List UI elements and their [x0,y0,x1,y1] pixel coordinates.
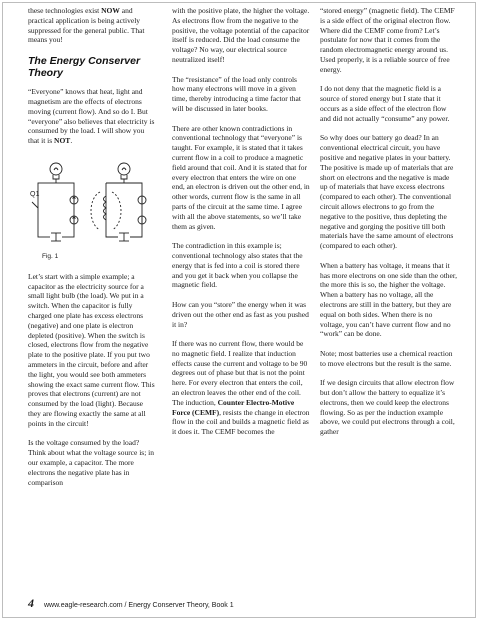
intro-emphasis: NOW [101,6,120,15]
paragraph: How can you “store” the energy when it was driven out the other end as fast as you pushed it in? [172,299,309,329]
page-footer [28,596,448,611]
paragraph: Is the voltage consumed by the load? Think about what the voltage source is; in our example, a capacitor. The more electrons the negative plate has in comparison [28,438,155,487]
switch-label: Q1 [30,190,40,198]
light-bulb-icon [50,163,62,175]
column-2 [172,6,310,447]
intro-text: these technologies exist [28,6,102,15]
paragraph: Let’s start with a simple example; a capacitor as the electricity source for a small light bulb (the load). We put in a switch. When the capacitor is fully charged one plate has excess electrons (negative) and one plate is electron depleted (positive). When the switch is closed, electrons flow from the negative plate to the positive plate. If you put two ammeters in the circuit, before and after the light, you would see both ammeters showing the exact same current flow. This proves that electrons (current) are not consumed by the load (light). Because they are flowing exactly the same at all points in the circuit! [28,271,155,428]
paragraph [28,87,156,146]
paragraph-text-end: . [70,136,73,146]
paragraph-text: If there was no current flow, there would be no magnetic field. I realize that induction effects cause the current and voltage to be 90 degrees out of phase but that is not the point here. For every electron that enters the coil, an electron leaves the other end of the coil. The induction, [172,339,308,407]
intro-text-end: and practical application is being actively suppressed for the general public. That means you! [28,6,145,45]
section-heading: The Energy Conserver Theory [28,55,141,80]
paragraph: “stored energy” (magnetic field). The CEMF is a side effect of the original electron flow. Where did the CEMF come from? Let’s postulate for now that it comes from the random electromagnetic energy around us. Used properly, it is a reliable source of free energy. [320,6,455,74]
paragraph-text: “Everyone” knows that heat, light and magnetism are the effects of electrons moving (current flow). And so do I. But “everyone” also believes that electricity is consumed by the load. I will show you that it is [28,87,155,146]
paragraph [172,339,310,437]
switch-icon [32,202,38,208]
column-3 [320,6,458,447]
paragraph-emphasis: Counter Electro-Motive Force (CEMF) [172,397,295,417]
paragraph: Note; most batteries use a chemical reaction to move electrons but the result is the same. [320,348,453,368]
light-bulb-icon [118,163,130,175]
circuit-diagram [28,156,156,256]
figure-1 [28,156,156,264]
paragraph: If we design circuits that allow electron flow but don’t allow the battery to equalize it’s electrons, then we could keep the electrons flowing. So as per the induction example above, we could put electrons through a coil, gather [320,378,455,437]
intro-paragraph [28,6,156,45]
paragraph: There are other known contradictions in conventional technology that “everyone” is taught. For example, it is stated that it takes current flow in a coil to produce a magnetic field around that coil. And it is stated that for every electron that enters the wire on one end, an electron is driven out the other end, in other words, current flow is the same in all parts of the circuit at the same time. I agree with all the above statements, so we’ll take them as given. [172,123,310,231]
figure-caption: Fig. 1 [42,252,59,260]
paragraph: So why does our battery go dead? In an conventional electrical circuit, you have positive and negative plates in your battery. The positive is made up of materials that are short on electrons and the negative is made up of materials that have excess electrons (compared to each other). The conventional circuit allows electrons to go from the negative to the positive, thus depleting the negative and gorging the positive till both materials have the same amount of electrons (compared to each other). [320,133,454,251]
paragraph: The “resistance” of the load only controls how many electrons will move in a given time, thereby introducing a time factor that will be discussed in later books. [172,74,301,113]
footer-text: www.eagle-research.com / Energy Conserver Theory, Book 1 [44,602,234,609]
paragraph: The contradiction in this example is; conventional technology also states that the energy that is fed into a coil is stored there and you get it back when you collapse the magnetic field. [172,241,303,290]
column-1 [28,6,156,497]
paragraph: When a battery has voltage, it means that it has more electrons on one side than the other, the more this is so, the higher the voltage. When a battery has no voltage, all the electrons are still in the battery, but they are equal on both sides. When there is no voltage, you can’t have current flow and no “work” can be done. [320,260,457,339]
paragraph-text-end: , resists the change in electron flow in the coil and builds a magnetic field as it does it. The CEMF becomes the [172,407,310,437]
page-number: 4 [28,596,34,610]
paragraph: I do not deny that the magnetic field is a source of stored energy but I state that it occurs as a side effect of the electron flow and did not actually “consume” any power. [320,84,450,123]
paragraph: with the positive plate, the higher the voltage. As electrons flow from the negative to the positive, the voltage potential of the capacitor itself is reduced. Did the load consume the voltage? No way, our electrical source neutralized itself! [172,6,310,64]
paragraph-emphasis: NOT [54,136,71,146]
